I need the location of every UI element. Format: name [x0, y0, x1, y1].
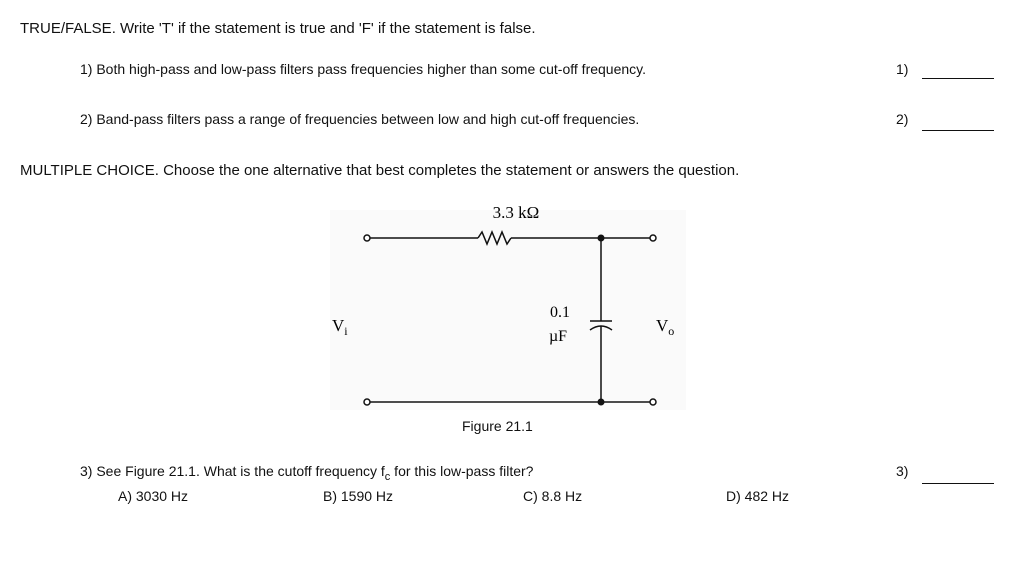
- junction-dot-top: [598, 235, 605, 242]
- figure-caption: Figure 21.1: [462, 418, 533, 434]
- rc-circuit-figure: [320, 196, 690, 416]
- figure-background: [330, 210, 686, 410]
- question-3-text: 3) See Figure 21.1. What is the cutoff frequency $f_c$ for this low-pass filter?: [80, 463, 534, 483]
- question-3-answer-blank[interactable]: [922, 483, 994, 484]
- multiple-choice-heading: MULTIPLE CHOICE. Choose the one alternative that best completes the statement or answers the question.: [20, 162, 740, 179]
- output-terminal-bottom: [650, 399, 656, 405]
- question-1-text: 1) Both high-pass and low-pass filters pass frequencies higher than some cut-off frequency.: [80, 61, 647, 77]
- question-1-answer-blank[interactable]: [922, 78, 994, 79]
- question-3-number: 3): [896, 463, 909, 479]
- question-2-number: 2): [896, 111, 909, 127]
- choice-b[interactable]: B) 1590 Hz: [323, 488, 394, 504]
- question-1-number: 1): [896, 61, 909, 77]
- question-2-answer-blank[interactable]: [922, 130, 994, 131]
- question-2-text: 2) Band-pass filters pass a range of frequencies between low and high cut-off frequencies.: [80, 111, 640, 127]
- true-false-heading: TRUE/FALSE. Write 'T' if the statement is true and 'F' if the statement is false.: [20, 20, 536, 37]
- input-voltage-label: $V_i$: [332, 316, 348, 338]
- capacitor-value-label: 0.1: [550, 304, 570, 321]
- junction-dot-bottom: [598, 399, 605, 406]
- output-terminal-top: [650, 235, 656, 241]
- choice-c[interactable]: C) 8.8 Hz: [523, 488, 583, 504]
- input-terminal-top: [364, 235, 370, 241]
- choice-a[interactable]: A) 3030 Hz: [118, 488, 189, 504]
- output-voltage-label: $V_o$: [656, 316, 675, 338]
- choice-d[interactable]: D) 482 Hz: [726, 488, 790, 504]
- input-terminal-bottom: [364, 399, 370, 405]
- capacitor-unit-label: µF: [548, 328, 568, 345]
- resistor-label: 3.3 kΩ: [492, 203, 540, 222]
